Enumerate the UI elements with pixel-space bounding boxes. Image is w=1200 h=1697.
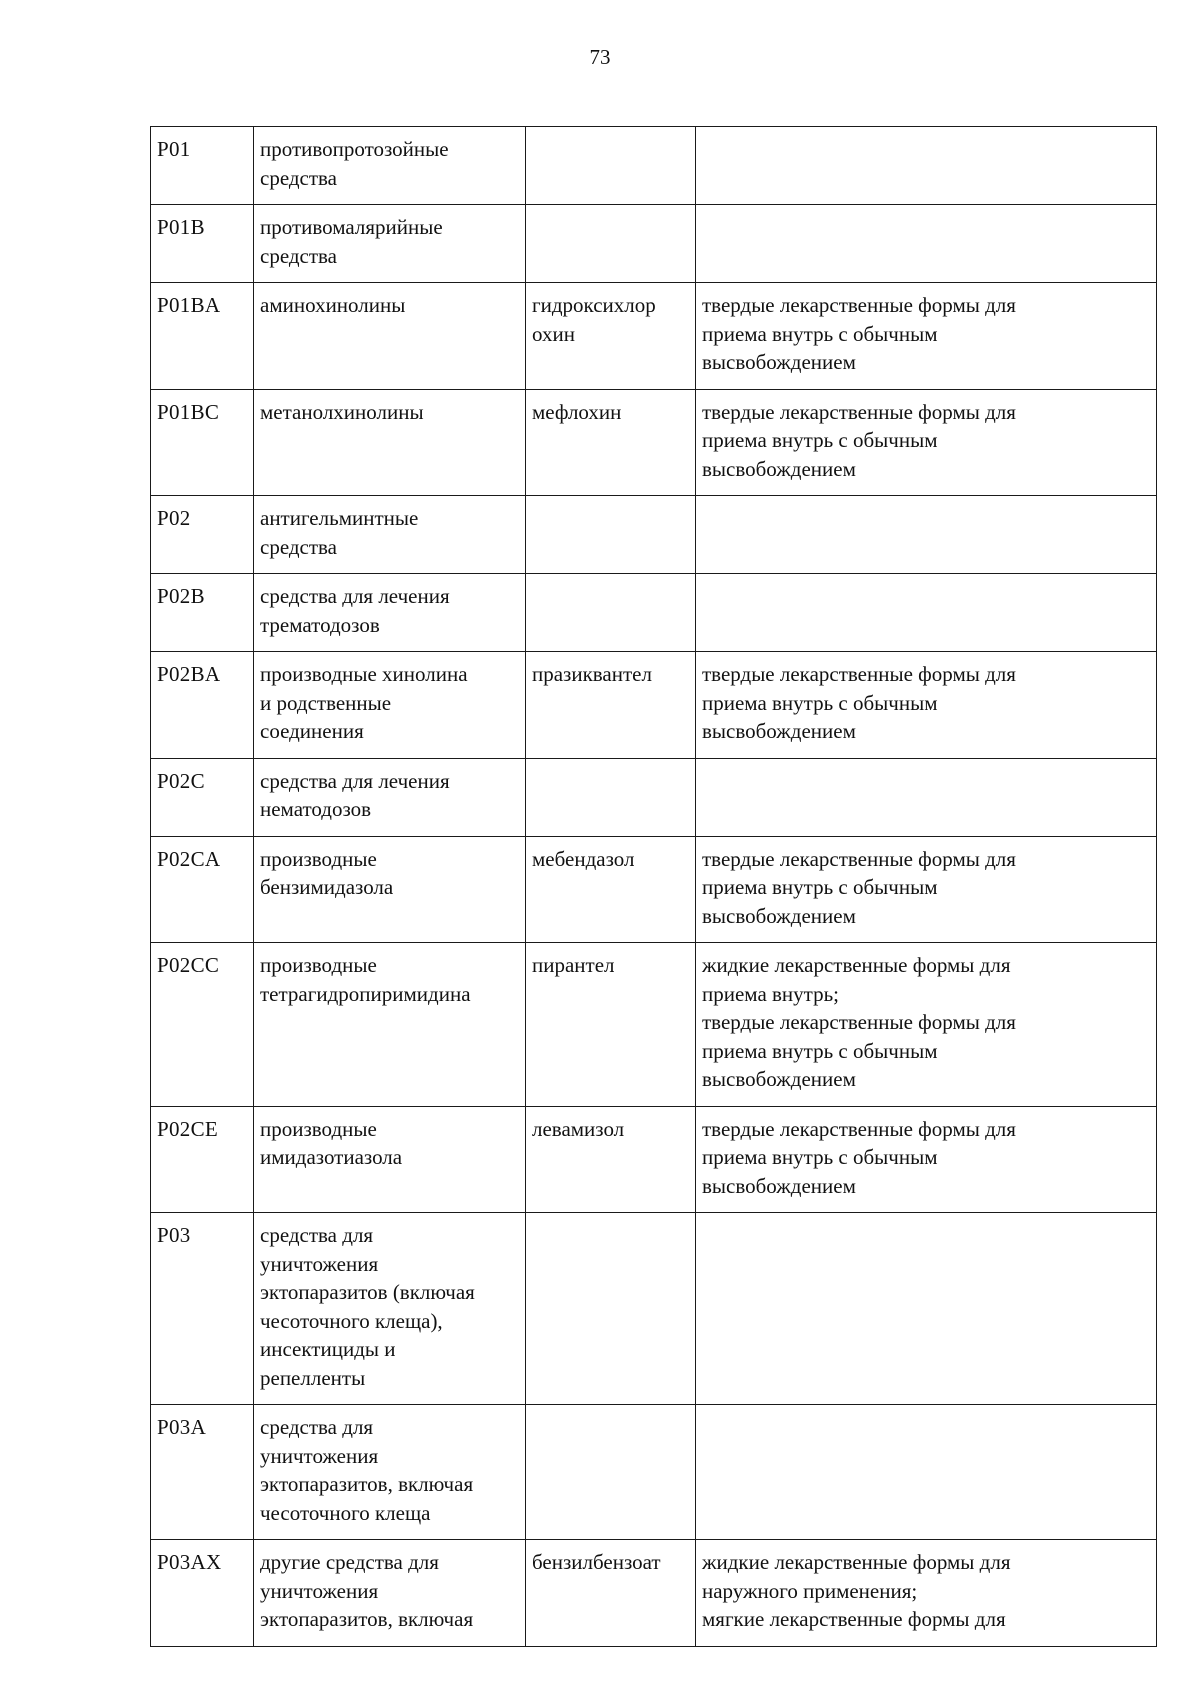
drug-name-cell-lines (532, 1115, 689, 1144)
text-line: производные (260, 953, 377, 977)
dosage-forms-cell (696, 1540, 1157, 1647)
group-name-cell-lines (260, 504, 519, 561)
table-row (151, 758, 1157, 836)
drug-name-cell (526, 496, 696, 574)
table-row (151, 205, 1157, 283)
group-name-cell (254, 205, 526, 283)
text-line: метанолхинолины (260, 399, 424, 424)
group-name-cell-lines (260, 582, 519, 639)
drug-name-cell (526, 943, 696, 1107)
atc-code-cell: P02BA (151, 652, 254, 759)
dosage-forms-cell (696, 389, 1157, 496)
atc-code-cell: P02B (151, 574, 254, 652)
text-line: производные (260, 846, 377, 871)
text-line: эктопаразитов (включая (260, 1280, 475, 1304)
table-row (151, 127, 1157, 205)
dosage-forms-cell (696, 652, 1157, 759)
group-name-cell (254, 574, 526, 652)
table-row (151, 1213, 1157, 1405)
group-name-cell-lines (260, 951, 519, 1008)
text-line: приема внутрь с обычным (702, 1145, 938, 1169)
drug-name-cell (526, 758, 696, 836)
group-name-cell (254, 496, 526, 574)
dosage-forms-cell (696, 758, 1157, 836)
text-line: приема внутрь с обычным (702, 321, 938, 346)
text-line: репелленты (260, 1365, 366, 1390)
dosage-forms-cell-lines (702, 660, 1150, 746)
text-line: нематодозов (260, 797, 372, 821)
text-line: инсектициды и (260, 1337, 396, 1361)
group-name-cell (254, 389, 526, 496)
text-line: антигельминтные (260, 506, 419, 530)
text-line: эктопаразитов, включая (260, 1607, 474, 1631)
dosage-forms-cell (696, 1213, 1157, 1405)
text-line: средства (260, 165, 338, 190)
text-line: чесоточного клеща), (260, 1308, 443, 1333)
text-line: средства (260, 534, 338, 559)
atc-code-cell: P01B (151, 205, 254, 283)
text-line: левамизол (532, 1116, 625, 1141)
drug-name-cell (526, 574, 696, 652)
group-name-cell (254, 1213, 526, 1405)
text-line: высвобождением (702, 456, 856, 481)
text-line: средства для (260, 1415, 374, 1439)
atc-code-cell: P02 (151, 496, 254, 574)
text-line: средства для лечения (260, 768, 450, 793)
atc-code-cell: P01 (151, 127, 254, 205)
text-line: мебендазол (532, 846, 635, 871)
drug-name-cell (526, 205, 696, 283)
atc-code-cell: P03AX (151, 1540, 254, 1647)
text-line: уничтожения (260, 1578, 379, 1603)
table-body (151, 127, 1157, 1647)
text-line: наружного применения; (702, 1578, 918, 1603)
table-row (151, 496, 1157, 574)
text-line: тетрагидропиримидина (260, 981, 471, 1006)
text-line: бензимидазола (260, 875, 394, 899)
atc-code-cell: P03A (151, 1405, 254, 1540)
text-line: приема внутрь с обычным (702, 690, 938, 715)
text-line: трематодозов (260, 612, 380, 637)
table-row (151, 836, 1157, 943)
text-line: пирантел (532, 953, 615, 977)
text-line: производные хинолина (260, 662, 468, 686)
group-name-cell-lines (260, 291, 519, 320)
atc-code-cell: P01BA (151, 283, 254, 390)
dosage-forms-cell (696, 283, 1157, 390)
drug-name-cell (526, 1106, 696, 1213)
text-line: празиквантел (532, 662, 652, 686)
text-line: высвобождением (702, 1173, 856, 1198)
table-row (151, 1540, 1157, 1647)
atc-code-cell: P03 (151, 1213, 254, 1405)
dosage-forms-cell-lines (702, 1548, 1150, 1634)
text-line: средства для (260, 1223, 374, 1247)
group-name-cell-lines (260, 1548, 519, 1634)
text-line: приема внутрь с обычным (702, 428, 938, 452)
atc-code-cell: P02CE (151, 1106, 254, 1213)
group-name-cell (254, 127, 526, 205)
page-number: 73 (589, 45, 611, 69)
group-name-cell-lines (260, 1413, 519, 1527)
group-name-cell-lines (260, 213, 519, 270)
table-row (151, 1405, 1157, 1540)
drug-classification-table (150, 126, 1157, 1647)
drug-name-cell (526, 127, 696, 205)
text-line: высвобождением (702, 903, 856, 928)
text-line: жидкие лекарственные формы для (702, 1550, 1011, 1574)
drug-name-cell-lines (532, 398, 689, 427)
text-line: противопротозойные (260, 137, 449, 161)
text-line: высвобождением (702, 719, 856, 743)
text-line: твердые лекарственные формы для (702, 399, 1016, 424)
text-line: имидазотиазола (260, 1145, 403, 1169)
table-row (151, 943, 1157, 1107)
drug-name-cell-lines (532, 845, 689, 874)
text-line: твердые лекарственные формы для (702, 846, 1016, 871)
group-name-cell (254, 1405, 526, 1540)
text-line: приема внутрь с обычным (702, 875, 938, 899)
text-line: охин (532, 321, 575, 346)
group-name-cell (254, 1106, 526, 1213)
drug-name-cell-lines (532, 660, 689, 689)
drug-name-cell (526, 652, 696, 759)
text-line: гидроксихлор (532, 293, 656, 317)
text-line: твердые лекарственные формы для (702, 1116, 1016, 1141)
drug-name-cell (526, 836, 696, 943)
dosage-forms-cell (696, 127, 1157, 205)
atc-code-cell: P01BC (151, 389, 254, 496)
dosage-forms-cell (696, 943, 1157, 1107)
text-line: противомалярийные (260, 215, 443, 239)
text-line: высвобождением (702, 350, 856, 374)
dosage-forms-cell (696, 574, 1157, 652)
atc-code-cell: P02CC (151, 943, 254, 1107)
group-name-cell (254, 1540, 526, 1647)
group-name-cell (254, 943, 526, 1107)
table-row (151, 1106, 1157, 1213)
drug-name-cell-lines (532, 951, 689, 980)
text-line: уничтожения (260, 1443, 379, 1468)
text-line: твердые лекарственные формы для (702, 293, 1016, 317)
group-name-cell-lines (260, 1221, 519, 1392)
dosage-forms-cell (696, 1405, 1157, 1540)
table-row (151, 574, 1157, 652)
dosage-forms-cell-lines (702, 398, 1150, 484)
text-line: средства для лечения (260, 584, 450, 608)
text-line: и родственные (260, 690, 392, 715)
text-line: производные (260, 1116, 377, 1141)
dosage-forms-cell (696, 1106, 1157, 1213)
table-row (151, 283, 1157, 390)
text-line: бензилбензоат (532, 1550, 661, 1574)
drug-name-cell-lines (532, 291, 689, 348)
atc-code-cell: P02CA (151, 836, 254, 943)
text-line: приема внутрь; (702, 981, 840, 1006)
text-line: мягкие лекарственные формы для (702, 1607, 1006, 1631)
table-row (151, 389, 1157, 496)
dosage-forms-cell (696, 205, 1157, 283)
text-line: жидкие лекарственные формы для (702, 953, 1011, 977)
table-row (151, 652, 1157, 759)
drug-name-cell (526, 1213, 696, 1405)
group-name-cell (254, 836, 526, 943)
atc-code-cell: P02C (151, 758, 254, 836)
group-name-cell-lines (260, 845, 519, 902)
text-line: приема внутрь с обычным (702, 1038, 938, 1063)
text-line: чесоточного клеща (260, 1500, 431, 1525)
group-name-cell (254, 652, 526, 759)
group-name-cell-lines (260, 398, 519, 427)
text-line: уничтожения (260, 1251, 379, 1276)
group-name-cell (254, 283, 526, 390)
text-line: аминохинолины (260, 293, 406, 317)
text-line: высвобождением (702, 1067, 856, 1091)
drug-name-cell (526, 389, 696, 496)
dosage-forms-cell (696, 836, 1157, 943)
text-line: эктопаразитов, включая (260, 1472, 474, 1496)
text-line: мефлохин (532, 399, 622, 424)
group-name-cell-lines (260, 1115, 519, 1172)
dosage-forms-cell-lines (702, 1115, 1150, 1201)
group-name-cell-lines (260, 660, 519, 746)
group-name-cell-lines (260, 135, 519, 192)
dosage-forms-cell (696, 496, 1157, 574)
group-name-cell-lines (260, 767, 519, 824)
dosage-forms-cell-lines (702, 951, 1150, 1094)
text-line: средства (260, 243, 338, 268)
text-line: твердые лекарственные формы для (702, 662, 1016, 686)
text-line: соединения (260, 719, 364, 743)
drug-name-cell-lines (532, 1548, 689, 1577)
group-name-cell (254, 758, 526, 836)
text-line: другие средства для (260, 1550, 439, 1574)
drug-name-cell (526, 1405, 696, 1540)
text-line: твердые лекарственные формы для (702, 1010, 1016, 1034)
dosage-forms-cell-lines (702, 845, 1150, 931)
dosage-forms-cell-lines (702, 291, 1150, 377)
drug-name-cell (526, 283, 696, 390)
drug-name-cell (526, 1540, 696, 1647)
